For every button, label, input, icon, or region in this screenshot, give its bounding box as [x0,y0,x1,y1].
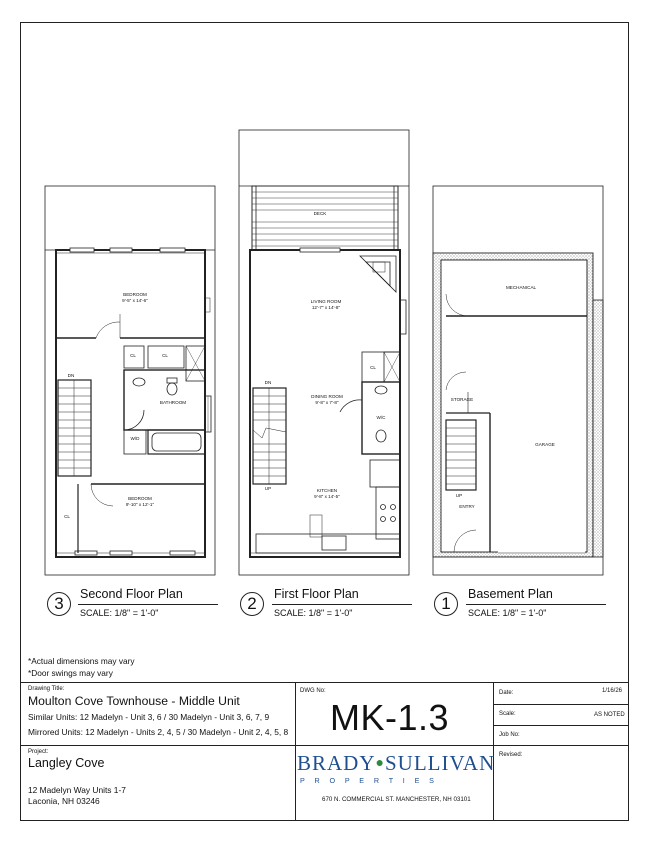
company-name-left: BRADY [297,751,376,775]
project-address-line1: 12 Madelyn Way Units 1-7 [28,785,126,795]
logo-dot-icon: ● [375,756,385,771]
project-label: Project: [28,749,49,755]
plan-title: Basement Plan [468,587,553,601]
plan-scale: SCALE: 1/8" = 1'-0" [468,608,547,618]
room-label-garage: GARAGE [535,442,555,447]
first-floor-plan-drawing [239,130,409,575]
scale-value: AS NOTED [594,712,625,718]
title-block-divider [493,725,629,726]
room-label-closet: CL [130,353,136,358]
company-subtitle: P R O P E R T I E S [300,776,438,785]
company-address: 670 N. COMMERCIAL ST. MANCHESTER, NH 03101 [322,796,471,803]
room-label-bathroom: BATHROOM [159,400,187,405]
revised-label: Revised: [499,752,523,758]
stair-label-down: DN [67,373,75,378]
plan-number-badge: 1 [434,592,458,616]
date-label: Date: [499,690,514,696]
company-name-right: SULLIVAN [384,751,496,775]
plan-title: Second Floor Plan [80,587,183,601]
similar-units: Similar Units: 12 Madelyn - Unit 3, 6 / 30 Madelyn - Unit 3, 6, 7, 9 [28,712,270,722]
plan-scale: SCALE: 1/8" = 1'-0" [80,608,159,618]
plan-number-badge: 3 [47,592,71,616]
room-label-bedroom-lower: BEDROOM 9'-10" x 12'-1" [125,496,155,507]
mirrored-units: Mirrored Units: 12 Madelyn - Units 2, 4, 5 / 30 Madelyn - Unit 2, 4, 5, 8 [28,727,289,737]
room-label-mechanical: MECHANICAL [505,285,537,290]
title-block-divider [20,745,296,746]
stair-label-down: DN [264,380,272,385]
title-block-divider [295,682,296,821]
drawing-number-label: DWG No: [300,688,326,694]
room-label-deck: DECK [313,211,327,216]
plan-title-underline [466,604,606,605]
note-door-swings: *Door swings may vary [28,668,113,678]
drawing-title: Moulton Cove Townhouse - Middle Unit [28,694,240,708]
room-label-wc: W/C [376,415,386,420]
plan-title-underline [78,604,218,605]
date-value: 1/16/26 [602,688,623,694]
stair-label-up: UP [455,493,463,498]
room-label-entry: ENTRY [459,504,475,509]
room-label-closet: CL [162,353,168,358]
room-label-closet: CL [370,365,376,370]
plan-scale: SCALE: 1/8" = 1'-0" [274,608,353,618]
title-block-divider [295,745,629,746]
room-label-closet: CL [64,514,70,519]
plan-title-underline [272,604,412,605]
drawing-number: MK-1.3 [330,697,450,738]
title-block-top-rule [20,682,629,683]
room-label-washer-dryer: W/D [130,436,140,441]
stair-label-up: UP [264,486,272,491]
project-name: Langley Cove [28,756,105,770]
room-label-kitchen: KITCHEN 9'-8" x 14'-5" [314,488,340,499]
room-label-living-room: LIVING ROOM 12'-7" x 14'-8" [310,299,342,310]
plan-title: First Floor Plan [274,587,359,601]
basement-plan-drawing [433,186,603,575]
drawing-title-label: Drawing Title: [28,686,65,692]
job-number-label: Job No: [499,732,520,738]
room-label-bedroom-upper: BEDROOM 9'-5" x 14'-6" [122,292,148,303]
note-dimensions: *Actual dimensions may vary [28,656,135,666]
title-block-divider [493,704,629,705]
project-address-line2: Laconia, NH 03246 [28,796,100,806]
room-label-dining-room: DINING ROOM 9'-8" x 7'-8" [311,394,343,405]
plan-number-badge: 2 [240,592,264,616]
company-logo [297,751,495,776]
scale-label: Scale: [499,711,516,717]
room-label-storage: STORAGE [450,397,474,402]
